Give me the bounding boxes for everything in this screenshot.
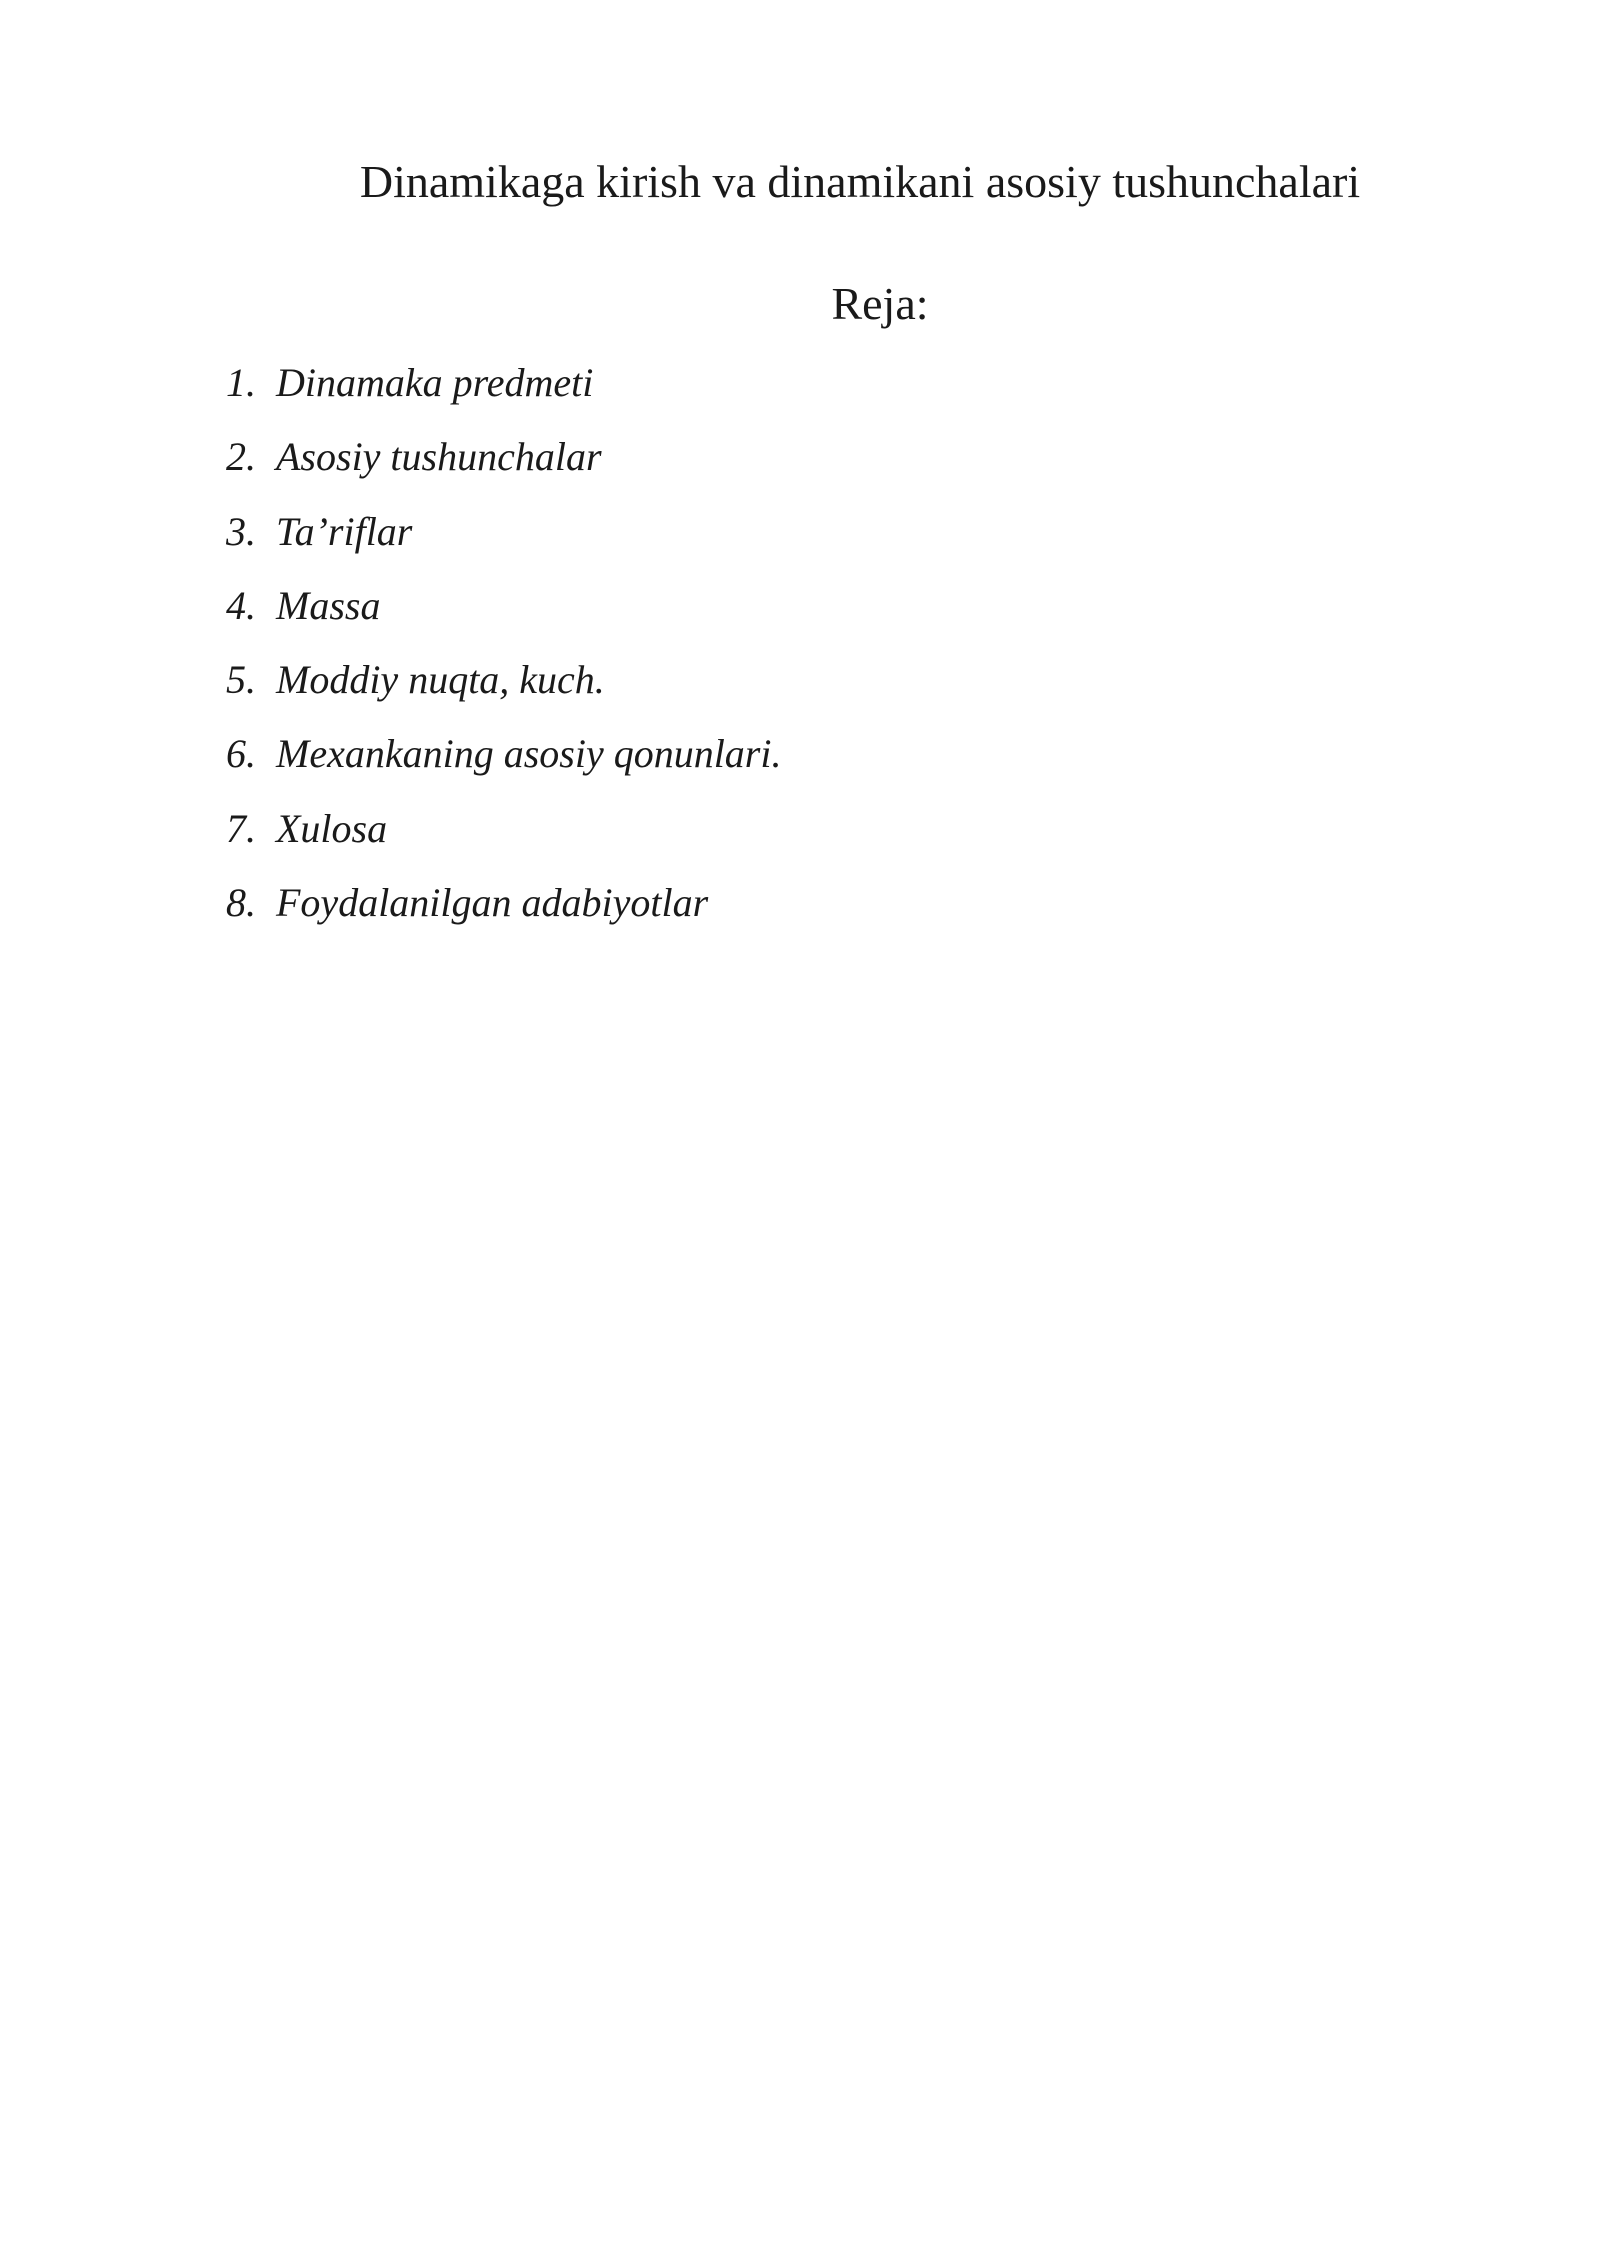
plan-item: [226, 575, 782, 649]
plan-item: [226, 352, 782, 426]
plan-item-number: 2.: [226, 434, 256, 480]
plan-item: [226, 426, 782, 500]
plan-item-number: 5.: [226, 657, 256, 703]
plan-item: [226, 501, 782, 575]
plan-item-text: Massa: [276, 582, 381, 628]
plan-heading: Reja:: [831, 278, 929, 329]
plan-item-text: Dinamaka predmeti: [276, 360, 594, 405]
plan-item: [226, 723, 782, 797]
plan-item-number: 6.: [226, 731, 256, 777]
document-title: Dinamikaga kirish va dinamikani asosiy tushunchalari: [359, 156, 1361, 207]
plan-item-number: 3.: [226, 508, 256, 554]
plan-item-text: Foydalanilgan adabiyotlar: [276, 880, 709, 926]
plan-item-number: 7.: [226, 805, 256, 851]
plan-item-number: 1.: [226, 360, 256, 405]
plan-item: [226, 872, 782, 946]
plan-item-text: Xulosa: [276, 805, 388, 851]
plan-item: [226, 798, 782, 872]
plan-item: [226, 649, 782, 723]
plan-item-text: Mexankaning asosiy qonunlari.: [276, 731, 782, 777]
plan-item-text: Ta’riflar: [276, 508, 413, 554]
plan-list: [226, 352, 782, 946]
plan-item-text: Asosiy tushunchalar: [276, 434, 602, 480]
plan-item-number: 4.: [226, 582, 256, 628]
plan-item-number: 8.: [226, 880, 256, 926]
plan-item-text: Moddiy nuqta, kuch.: [276, 657, 605, 703]
